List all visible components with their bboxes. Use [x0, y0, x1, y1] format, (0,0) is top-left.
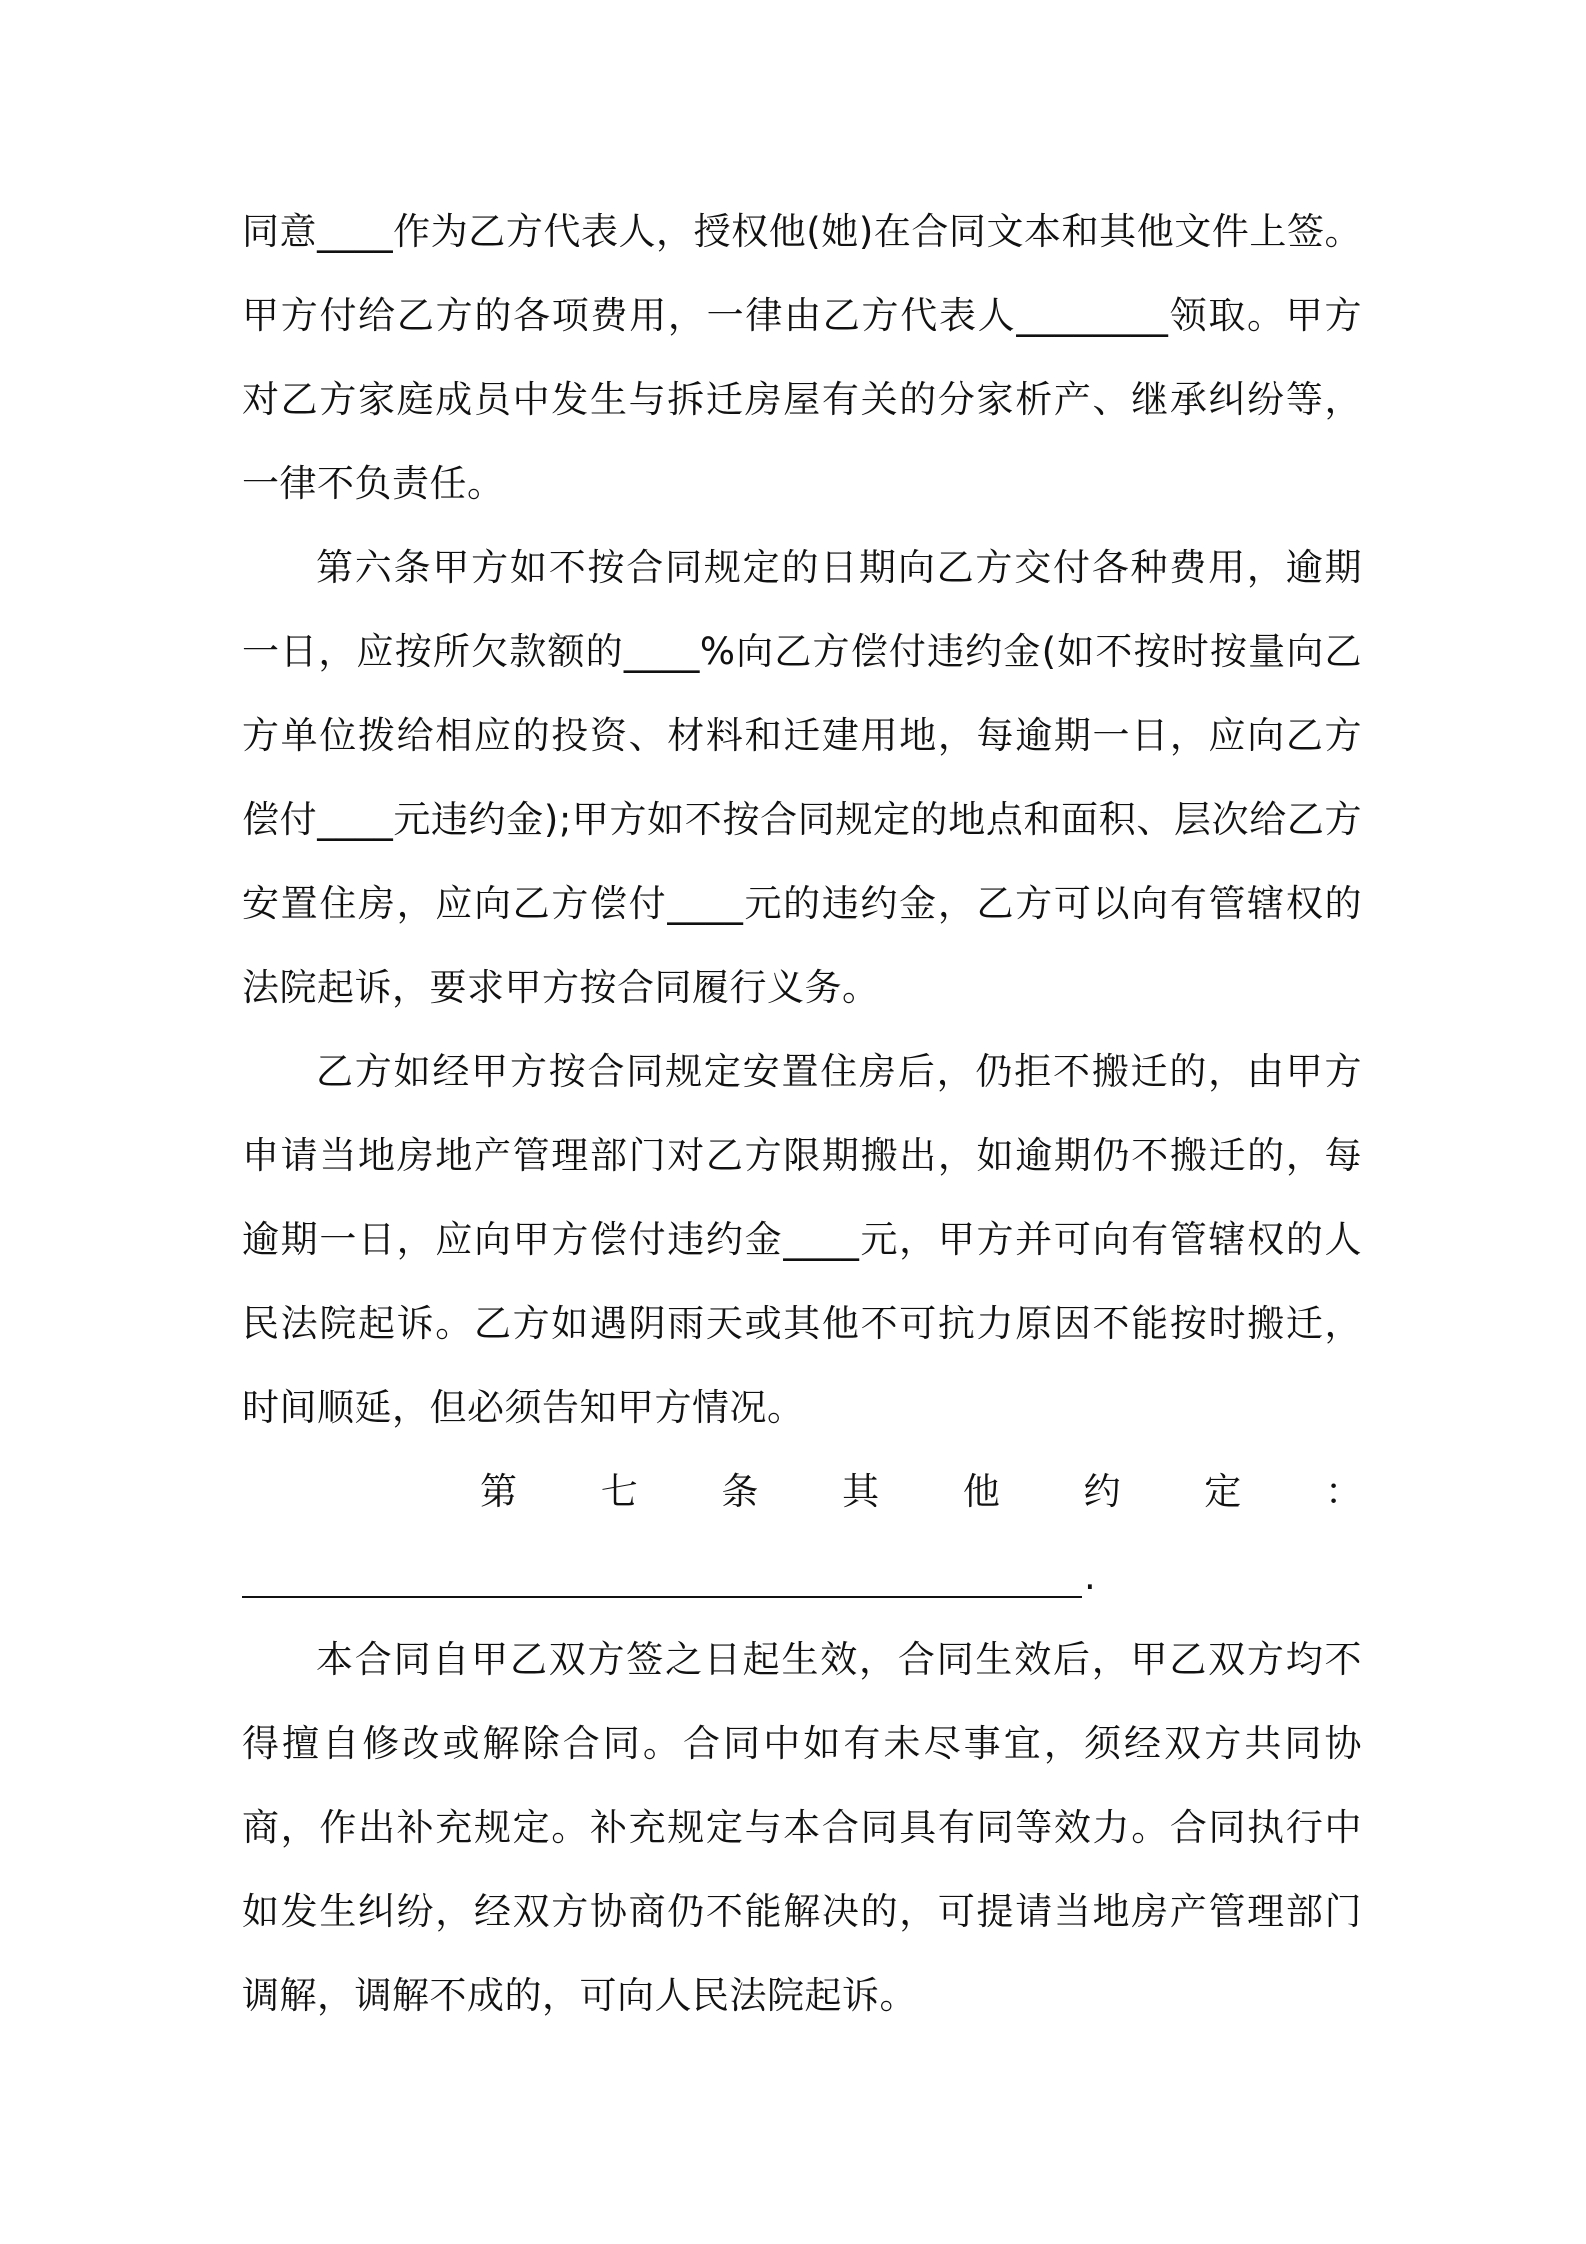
paragraph-relocation-refusal: 乙方如经甲方按合同规定安置住房后，仍拒不搬迁的，由甲方申请当地房地产管理部门对乙方限期搬出，如逾期仍不搬迁的，每逾期一日，应向甲方偿付违约金____元，甲方并可向有管辖权的人民法院起诉。乙方如遇阴雨天或其他不可抗力原因不能按时搬迁，时间顺延，但必须告知甲方情况。 [242, 1050, 1362, 1429]
fill-in-underline [242, 1596, 1082, 1598]
blank-line-period: . [1084, 1555, 1096, 1598]
article-seven-heading: 第七条其他约定： [480, 1470, 1362, 1513]
paragraph-contract-effect: 本合同自甲乙双方签之日起生效，合同生效后，甲乙双方均不得擅自修改或解除合同。合同中如有未尽事宜，须经双方共同协商，作出补充规定。补充规定与本合同具有同等效力。合同执行中如发生纠纷，经双方协商仍不能解决的，可提请当地房产管理部门调解，调解不成的，可向人民法院起诉。 [242, 1638, 1362, 2017]
document-body [242, 190, 1362, 2038]
paragraph-article-six: 第六条甲方如不按合同规定的日期向乙方交付各种费用，逾期一日，应按所欠款额的____%向乙方偿付违约金(如不按时按量向乙方单位拨给相应的投资、材料和迁建用地，每逾期一日，应向乙方偿付____元违约金);甲方如不按合同规定的地点和面积、层次给乙方安置住房，应向乙方偿付____元的违约金，乙方可以向有管辖权的法院起诉，要求甲方按合同履行义务。 [242, 546, 1362, 1009]
paragraph-representative-authorization: 同意____作为乙方代表人，授权他(她)在合同文本和其他文件上签。甲方付给乙方的各项费用，一律由乙方代表人________领取。甲方对乙方家庭成员中发生与拆迁房屋有关的分家析产、继承纠纷等，一律不负责任。 [242, 210, 1362, 505]
article-seven-blank-line [242, 1534, 1362, 1618]
